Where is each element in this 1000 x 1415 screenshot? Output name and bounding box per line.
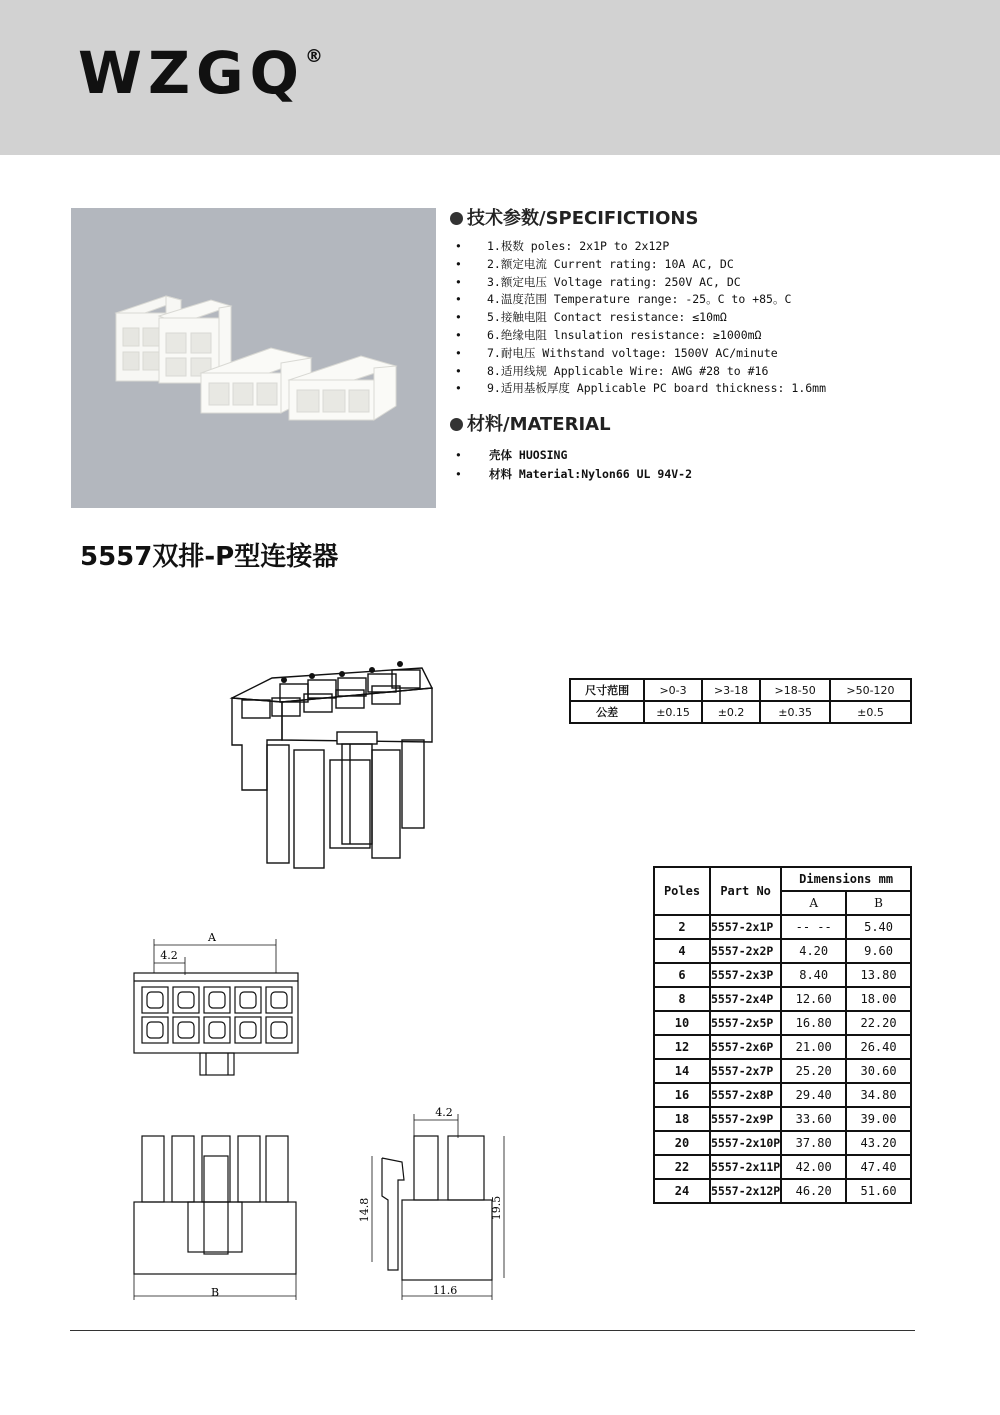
table-cell-part: 5557-2x9P	[710, 1107, 781, 1131]
dimension-label-a: A	[208, 931, 216, 944]
table-cell-part: 5557-2x1P	[710, 915, 781, 939]
list-item: • 3.额定电压 Voltage rating: 250V AC, DC	[455, 274, 741, 289]
table-cell-part: 5557-2x7P	[710, 1059, 781, 1083]
table-cell-part: 5557-2x5P	[710, 1011, 781, 1035]
table-cell-b: 22.20	[846, 1011, 911, 1035]
table-cell-b: 26.40	[846, 1035, 911, 1059]
table-cell-a: 4.20	[781, 939, 846, 963]
dimension-table	[653, 866, 912, 1204]
list-item: • 7.耐电压 Withstand voltage: 1500V AC/minute	[455, 345, 778, 360]
table-cell: >50-120	[830, 679, 911, 701]
col-header-b: B	[846, 891, 911, 915]
cavity	[266, 1017, 292, 1043]
cavity	[142, 987, 168, 1013]
table-row	[654, 1059, 911, 1083]
header-banner	[0, 0, 1000, 155]
material-list	[455, 446, 692, 484]
product-title: 5557双排-P型连接器	[80, 542, 339, 572]
table-cell-b: 43.20	[846, 1131, 911, 1155]
table-cell-a: 12.60	[781, 987, 846, 1011]
table-row	[654, 987, 911, 1011]
footer-divider	[70, 1330, 915, 1331]
table-cell-b: 47.40	[846, 1155, 911, 1179]
dimension-label-pitch: 4.2	[435, 1106, 453, 1119]
dimension-label-height-small: 14.8	[358, 1197, 371, 1223]
table-row	[654, 1083, 911, 1107]
table-cell-a: 25.20	[781, 1059, 846, 1083]
table-cell-part: 5557-2x4P	[710, 987, 781, 1011]
table-row	[654, 1179, 911, 1203]
table-row	[654, 1035, 911, 1059]
table-cell: >3-18	[702, 679, 760, 701]
table-cell: ±0.2	[702, 701, 760, 723]
tolerance-table	[569, 678, 912, 724]
table-cell-b: 34.80	[846, 1083, 911, 1107]
table-cell-poles: 2	[654, 915, 710, 939]
table-cell-poles: 16	[654, 1083, 710, 1107]
list-item: • 6.绝缘电阻 lnsulation resistance: ≥1000mΩ	[455, 327, 762, 342]
row-header: 公差	[570, 701, 644, 723]
list-item: • 2.额定电流 Current rating: 10A AC, DC	[455, 256, 734, 271]
table-cell-part: 5557-2x6P	[710, 1035, 781, 1059]
table-row	[570, 701, 911, 723]
cavity	[235, 987, 261, 1013]
cavity	[173, 1017, 199, 1043]
table-cell-part: 5557-2x10P	[710, 1131, 781, 1155]
cavity	[204, 1017, 230, 1043]
table-row	[654, 1155, 911, 1179]
dimension-label-height-large: 19.5	[490, 1195, 503, 1221]
table-cell-poles: 20	[654, 1131, 710, 1155]
table-cell-poles: 14	[654, 1059, 710, 1083]
col-header-part-no: Part No	[710, 867, 781, 915]
list-item: • 壳体 HUOSING	[455, 448, 568, 462]
table-cell-part: 5557-2x2P	[710, 939, 781, 963]
table-cell-a: 16.80	[781, 1011, 846, 1035]
col-header-a: A	[781, 891, 846, 915]
cavity	[142, 1017, 168, 1043]
table-row	[654, 1131, 911, 1155]
row-header: 尺寸范围	[570, 679, 644, 701]
table-cell-a: 29.40	[781, 1083, 846, 1107]
table-cell-b: 51.60	[846, 1179, 911, 1203]
table-cell-b: 9.60	[846, 939, 911, 963]
table-cell-a: 21.00	[781, 1035, 846, 1059]
table-cell: ±0.35	[760, 701, 830, 723]
col-header-dimensions: Dimensions mm	[781, 867, 911, 891]
table-cell-b: 5.40	[846, 915, 911, 939]
table-cell-part: 5557-2x8P	[710, 1083, 781, 1107]
table-cell: >18-50	[760, 679, 830, 701]
table-cell: ±0.5	[830, 701, 911, 723]
list-item: • 4.温度范围 Temperature range: -25。C to +85。C	[455, 292, 792, 307]
table-cell-b: 13.80	[846, 963, 911, 987]
table-cell-part: 5557-2x3P	[710, 963, 781, 987]
specifications-title: 技术参数/SPECIFICTIONS	[450, 204, 698, 230]
col-header-poles: Poles	[654, 867, 710, 915]
table-cell-poles: 18	[654, 1107, 710, 1131]
cavity	[173, 987, 199, 1013]
table-row	[654, 963, 911, 987]
table-header-row	[654, 867, 911, 891]
list-item: • 5.接触电阻 Contact resistance: ≤10mΩ	[455, 310, 727, 325]
material-title: 材料/MATERIAL	[450, 410, 611, 436]
dimension-label-depth: 11.6	[432, 1284, 458, 1297]
table-cell-part: 5557-2x12P	[710, 1179, 781, 1203]
table-row	[654, 1011, 911, 1035]
table-cell: ±0.15	[644, 701, 702, 723]
product-photo	[71, 208, 436, 508]
table-row	[570, 679, 911, 701]
brand-logo: WZGQ®	[78, 39, 323, 107]
table-cell-b: 39.00	[846, 1107, 911, 1131]
dimension-label-pitch: 4.2	[160, 949, 178, 962]
table-cell-a: 37.80	[781, 1131, 846, 1155]
list-item: • 8.适用线规 Applicable Wire: AWG #28 to #16	[455, 363, 769, 378]
table-cell-a: -- --	[781, 915, 846, 939]
front-view-drawing	[128, 925, 308, 1085]
bullet-dot-icon	[450, 418, 463, 431]
bullet-dot-icon	[450, 212, 463, 225]
table-cell-b: 18.00	[846, 987, 911, 1011]
dimension-label-b: B	[210, 1286, 220, 1299]
table-cell-poles: 22	[654, 1155, 710, 1179]
table-cell-poles: 4	[654, 939, 710, 963]
table-cell-a: 8.40	[781, 963, 846, 987]
list-item: • 1.极数 poles: 2x1P to 2x12P	[455, 239, 670, 253]
cavity	[266, 987, 292, 1013]
front-view-cavities	[142, 987, 292, 1043]
table-row	[654, 939, 911, 963]
isometric-drawing	[222, 650, 442, 870]
table-cell-b: 30.60	[846, 1059, 911, 1083]
list-item: • 9.适用基板厚度 Applicable PC board thickness: 1.6mm	[455, 381, 827, 396]
table-cell-part: 5557-2x11P	[710, 1155, 781, 1179]
table-row	[654, 915, 911, 939]
specifications-list	[455, 238, 826, 398]
table-cell-poles: 6	[654, 963, 710, 987]
profile-view-drawing	[352, 1100, 522, 1310]
table-cell-poles: 8	[654, 987, 710, 1011]
table-cell-a: 46.20	[781, 1179, 846, 1203]
list-item: • 材料 Material:Nylon66 UL 94V-2	[455, 467, 693, 481]
table-cell-a: 33.60	[781, 1107, 846, 1131]
table-cell-poles: 10	[654, 1011, 710, 1035]
table-cell: >0-3	[644, 679, 702, 701]
table-row	[654, 1107, 911, 1131]
connector-photo-illustration	[71, 208, 436, 508]
cavity	[235, 1017, 261, 1043]
table-cell-poles: 12	[654, 1035, 710, 1059]
dimension-table-body	[654, 915, 911, 1203]
cavity	[204, 987, 230, 1013]
table-cell-a: 42.00	[781, 1155, 846, 1179]
side-view-drawing	[128, 1130, 308, 1310]
table-cell-poles: 24	[654, 1179, 710, 1203]
